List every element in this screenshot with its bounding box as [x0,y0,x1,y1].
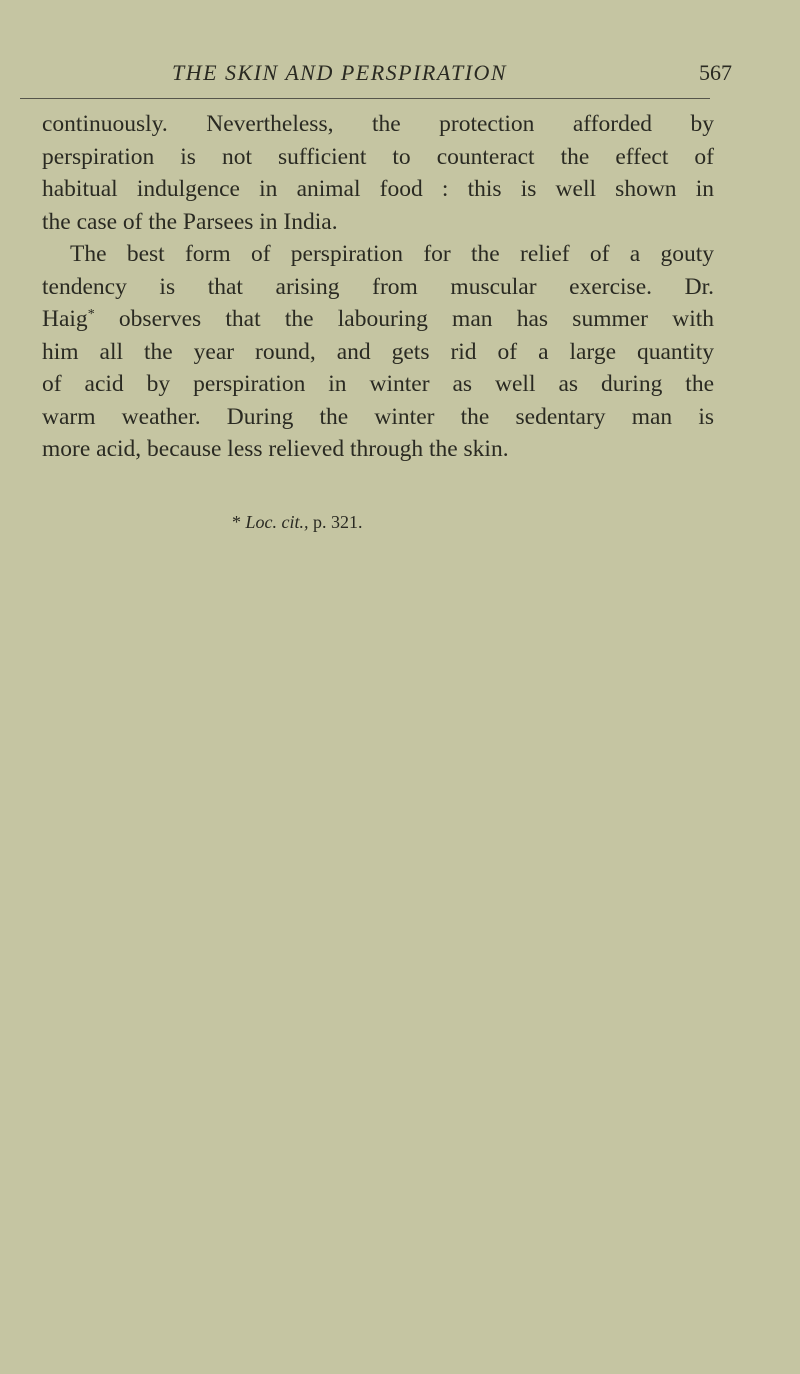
text-line: him all the year round, and gets rid of a large quantity [42,338,714,365]
running-title: THE SKIN AND PERSPIRATION [172,60,508,85]
text-line: warm weather. During the winter the sedentary man is [42,403,714,430]
footnote-citation: Loc. cit., [245,512,309,532]
footnote-marker: * [232,512,241,532]
text-line: perspiration is not sufficient to counteract the effect of [42,143,714,170]
text-line: habitual indulgence in animal food : this is well shown in [42,176,714,202]
footnote-page-ref: p. 321. [313,512,363,532]
footnote [232,512,363,533]
body-text [42,108,714,466]
footnote-marker: * [87,307,95,322]
header-rule [20,98,710,99]
text-line-with-footnote [42,303,714,336]
paragraph-1 [42,108,714,238]
text-line: tendency is that arising from muscular exercise. Dr. [42,273,714,300]
text-line: The best form of perspiration for the relief of a gouty [70,241,714,267]
text-line: the case of the Parsees in India. [42,208,338,235]
line-rest: observes that the labouring man has summer with [118,306,715,332]
page-number: 567 [699,60,732,85]
paragraph-2 [42,238,714,466]
text-line: continuously. Nevertheless, the protection afforded by [42,111,714,137]
author-name: Haig [42,306,88,332]
running-head [42,58,732,98]
text-line: more acid, because less relieved through the skin. [42,436,509,462]
text-line: of acid by perspiration in winter as well as during the [42,371,714,397]
